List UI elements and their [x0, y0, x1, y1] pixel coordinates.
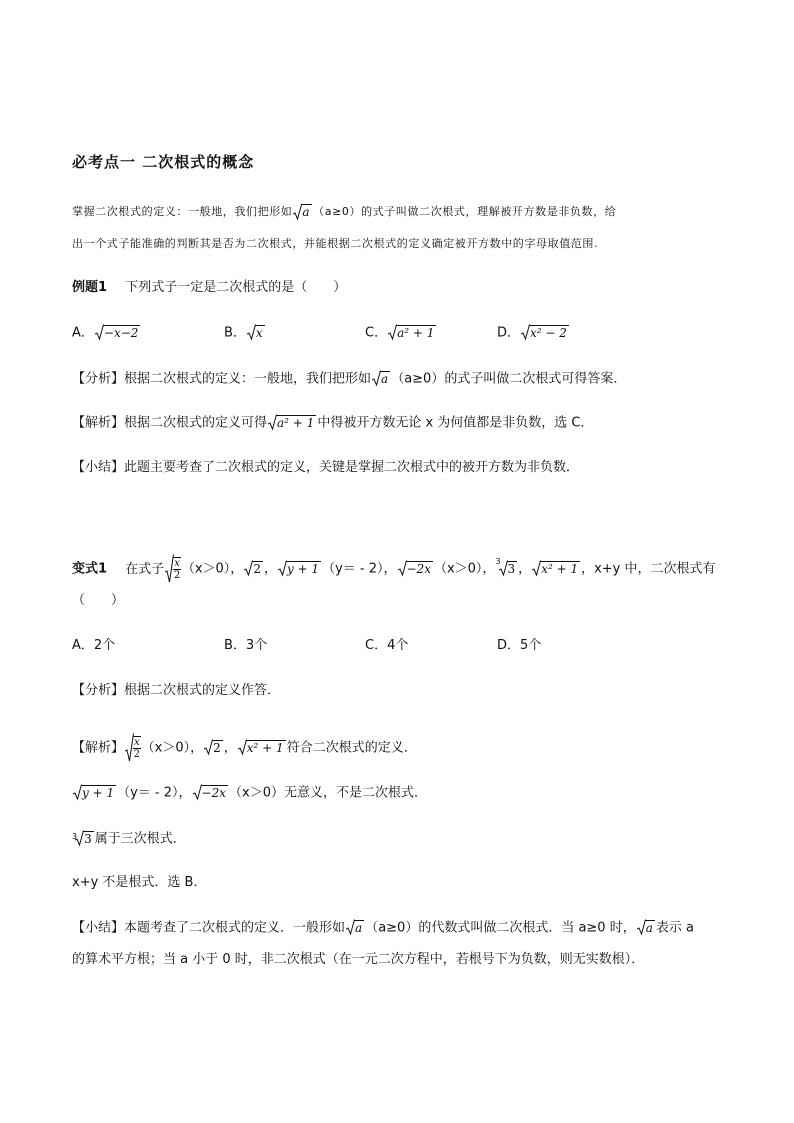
- sqrt-symbol: −2x: [398, 559, 433, 579]
- variant1-analysis: [72, 681, 280, 701]
- sqrt-symbol: y + 1: [73, 783, 116, 803]
- sqrt-symbol: x: [247, 323, 265, 343]
- cube-root-index: 3: [495, 557, 501, 566]
- sqrt-symbol: 2: [204, 738, 223, 758]
- example1-question: [72, 278, 346, 298]
- option-letter: C．: [365, 325, 388, 341]
- option-d: D．5个: [497, 638, 542, 653]
- sqrt-symbol: −2x: [193, 783, 228, 803]
- variant-label: 变式1: [72, 561, 108, 577]
- option-letter: D．: [497, 325, 521, 341]
- sqrt-symbol: a: [372, 369, 390, 389]
- question-text: （x＞0），: [181, 561, 244, 577]
- intro-line-1: [72, 202, 616, 222]
- sqrt-symbol: a² + 1: [268, 413, 316, 433]
- variant1-question: 变式1 在式子 $\frac{x}{2}$ （x＞0）， 2 ， y + 1 （y＝ - 2）， −2x （x＞0），$^3$ 3 ， x² + 1 ，x+y 中，二次根式有: [72, 554, 716, 584]
- solution-text: 属于三次根式．: [94, 831, 186, 847]
- cube-root-symbol: 3: [499, 559, 518, 579]
- sqrt-symbol: a: [637, 918, 655, 938]
- solution-tag: 【解析】: [72, 415, 125, 431]
- option-letter: B．: [224, 325, 246, 341]
- sqrt-symbol: a² + 1: [388, 323, 436, 343]
- question-text: 在式子: [125, 561, 165, 577]
- analysis-tag: 【分析】: [72, 371, 125, 387]
- variant1-solution-line4: x+y 不是根式．选 B．: [72, 875, 207, 890]
- variant1-question-line2: （ ）: [72, 593, 125, 608]
- example1-summary: [72, 458, 579, 478]
- option-a: [72, 323, 141, 344]
- variant1-summary-line2: 的算术平方根；当 a 小于 0 时，非二次根式（在一元二次方程中，若根号下为负数，则无实数根）．: [72, 952, 645, 967]
- cube-root-symbol: 3: [75, 829, 94, 849]
- variant1-summary-line1: 【小结】本题考查了二次根式的定义．一般形如 a （a≥0）的代数式叫做二次根式．当 a≥0 时， a 表示 a: [72, 918, 694, 939]
- fraction: $\frac{x}{2}$: [133, 737, 141, 760]
- analysis-text: （a≥0）的式子叫做二次根式可得答案．: [391, 371, 627, 387]
- intro-text: 掌握二次根式的定义：一般地，我们把形如: [72, 205, 293, 218]
- option-a: A．2个: [72, 638, 116, 653]
- solution-text: 中得被开方数无论 x 为何值都是非负数，选 C．: [317, 415, 594, 431]
- fraction: $\frac{x}{2}$: [173, 558, 181, 581]
- option-b: B．3个: [224, 638, 268, 653]
- example1-analysis: [72, 369, 626, 390]
- summary-tag: 【小结】: [72, 920, 125, 936]
- sqrt-fraction: [165, 554, 181, 584]
- sqrt-symbol: x² − 2: [521, 323, 569, 343]
- question-text: ，x+y 中，二次根式有: [581, 561, 716, 577]
- sqrt-symbol: 2: [244, 559, 263, 579]
- solution-tag: 【解析】: [72, 740, 125, 756]
- sqrt-symbol: x² + 1: [532, 559, 580, 579]
- sqrt-symbol: x² + 1: [238, 738, 286, 758]
- solution-text: 符合二次根式的定义．: [286, 740, 417, 756]
- sqrt-symbol: a: [346, 918, 364, 938]
- example1-solution: [72, 413, 594, 434]
- summary-text: 此题主要考查了二次根式的定义，关键是掌握二次根式中的被开方数为非负数．: [124, 460, 580, 475]
- question-text: 下列式子一定是二次根式的是（ ）: [125, 280, 347, 295]
- variant1-solution-line2: y + 1 （y＝ - 2）， −2x （x＞0）无意义，不是二次根式．: [72, 783, 427, 804]
- option-c: [365, 323, 437, 344]
- section-title: 必考点一 二次根式的概念: [72, 153, 255, 171]
- solution-text: （x＞0）无意义，不是二次根式．: [229, 785, 427, 801]
- example-label: 例题1: [72, 280, 108, 295]
- option-c: C．4个: [365, 638, 409, 653]
- variant1-solution-line3: [72, 829, 186, 850]
- cube-root-index: 3: [72, 832, 78, 841]
- summary-tag: 【小结】: [72, 460, 125, 475]
- sqrt-symbol: −x−2: [95, 323, 141, 343]
- analysis-tag: 【分析】: [72, 683, 125, 698]
- analysis-text: 根据二次根式的定义作答．: [124, 683, 281, 698]
- option-d: [497, 323, 570, 344]
- intro-line-2: 出一个式子能准确的判断其是否为二次根式，并能根据二次根式的定义确定被开方数中的字母取值范围.: [72, 237, 599, 250]
- option-b: [224, 323, 266, 344]
- variant1-solution-line1: 【解析】 $\frac{x}{2}$ （x＞0）， 2 ， x² + 1 符合二次根式的定义．: [72, 733, 417, 763]
- intro-text: （a≥0）的式子叫做二次根式，理解被开方数是非负数，给: [313, 205, 617, 218]
- option-letter: A．: [72, 325, 94, 341]
- solution-text: 根据二次根式的定义可得: [124, 415, 268, 431]
- sqrt-symbol: a: [293, 202, 312, 222]
- analysis-text: 根据二次根式的定义：一般地，我们把形如: [124, 371, 372, 387]
- sqrt-symbol: y + 1: [278, 559, 321, 579]
- sqrt-fraction: [125, 733, 141, 763]
